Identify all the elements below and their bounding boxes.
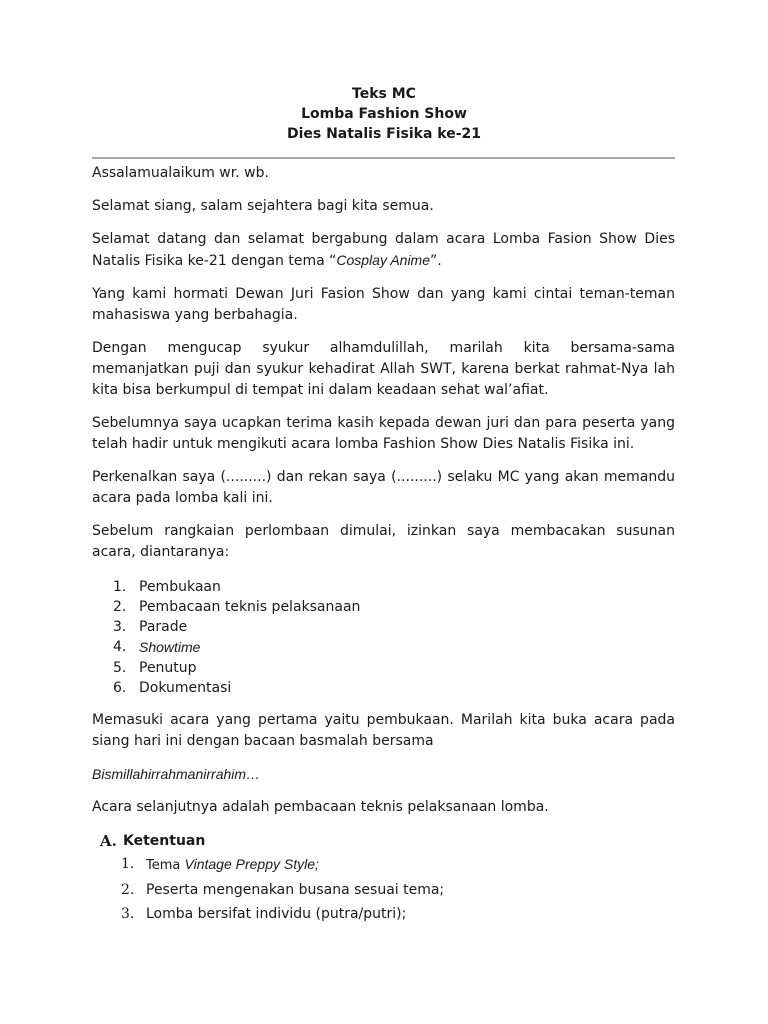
list-item-number: 4.	[113, 639, 127, 655]
document-heading	[0, 84, 768, 144]
heading-event: Lomba Fashion Show	[301, 106, 467, 122]
event-intro-paragraph	[92, 229, 675, 272]
list-item-text: Penutup	[139, 660, 197, 676]
list-item-number: 1.	[113, 579, 127, 595]
agenda-list	[92, 577, 675, 698]
list-item	[92, 902, 675, 926]
list-item-text: Pembacaan teknis pelaksanaan	[139, 599, 361, 615]
list-item-number: 3.	[121, 906, 135, 922]
gratitude-paragraph: Dengan mengucap syukur alhamdulillah, marilah kita bersama-sama memanjatkan puji dan syukur kehadirat Allah SWT, karena berkat rahmat-Nya lah kita bisa berkumpul di tempat ini dalam keadaan sehat wal’afiat.	[92, 340, 675, 398]
list-item-text: Parade	[139, 619, 188, 635]
section-title: Ketentuan	[123, 833, 206, 849]
list-item-number: 1.	[121, 856, 135, 872]
heading-divider	[92, 157, 675, 159]
list-item-number: 6.	[113, 680, 127, 696]
introduction-paragraph: Perkenalkan saya (.........) dan rekan saya (.........) selaku MC yang akan memandu acara pada lomba kali ini.	[92, 469, 675, 506]
list-item-text: Lomba bersifat individu (putra/putri);	[146, 906, 407, 922]
opening-paragraph: Memasuki acara yang pertama yaitu pembukaan. Marilah kita buka acara pada siang hari ini dengan bacaan basmalah bersama	[92, 712, 675, 749]
section-letter: A.	[100, 832, 117, 850]
next-agenda-paragraph: Acara selanjutnya adalah pembacaan teknis pelaksanaan lomba.	[92, 799, 549, 815]
thanks-paragraph: Sebelumnya saya ucapkan terima kasih kepada dewan juri dan para peserta yang telah hadir untuk mengikuti acara lomba Fashion Show Dies Natalis Fisika ini.	[92, 415, 675, 452]
section-heading	[92, 830, 675, 852]
event-theme: Cosplay Anime	[336, 252, 431, 268]
list-item-number: 2.	[121, 882, 135, 898]
event-intro-text: Selamat datang dan selamat bergabung dalam acara Lomba Fasion Show Dies Natalis Fisika ke-21 dengan tema “	[92, 231, 675, 269]
list-item-number: 3.	[113, 619, 127, 635]
rules-list	[92, 852, 675, 926]
agenda-intro-paragraph: Sebelum rangkaian perlombaan dimulai, izinkan saya membacakan susunan acara, diantaranya:	[92, 523, 675, 560]
document-body	[92, 163, 675, 926]
list-item	[92, 852, 675, 878]
greeting-paragraph: Assalamualaikum wr. wb.	[92, 165, 269, 181]
welcome-paragraph: Selamat siang, salam sejahtera bagi kita semua.	[92, 198, 434, 214]
list-item	[92, 878, 675, 902]
list-item	[92, 597, 675, 617]
list-item-number: 2.	[113, 599, 127, 615]
list-item-text: Peserta mengenakan busana sesuai tema;	[146, 882, 445, 898]
list-item-text: Dokumentasi	[139, 680, 232, 696]
heading-title: Teks MC	[352, 86, 416, 102]
list-item	[92, 617, 675, 637]
list-item-text: Vintage Preppy Style;	[184, 856, 319, 872]
basmalah-line: Bismillahirrahmanirrahim…	[92, 766, 261, 782]
list-item-text: Showtime	[139, 639, 201, 655]
list-item-number: 5.	[113, 660, 127, 676]
list-item-text: Pembukaan	[139, 579, 221, 595]
list-item	[92, 637, 675, 658]
list-item-prefix: Tema	[146, 858, 185, 873]
list-item	[92, 658, 675, 678]
list-item	[92, 577, 675, 597]
heading-occasion: Dies Natalis Fisika ke-21	[286, 126, 482, 142]
respect-paragraph: Yang kami hormati Dewan Juri Fasion Show dan yang kami cintai teman-teman mahasiswa yang berbahagia.	[92, 286, 675, 323]
list-item	[92, 678, 675, 698]
event-intro-end: ”.	[430, 253, 442, 269]
